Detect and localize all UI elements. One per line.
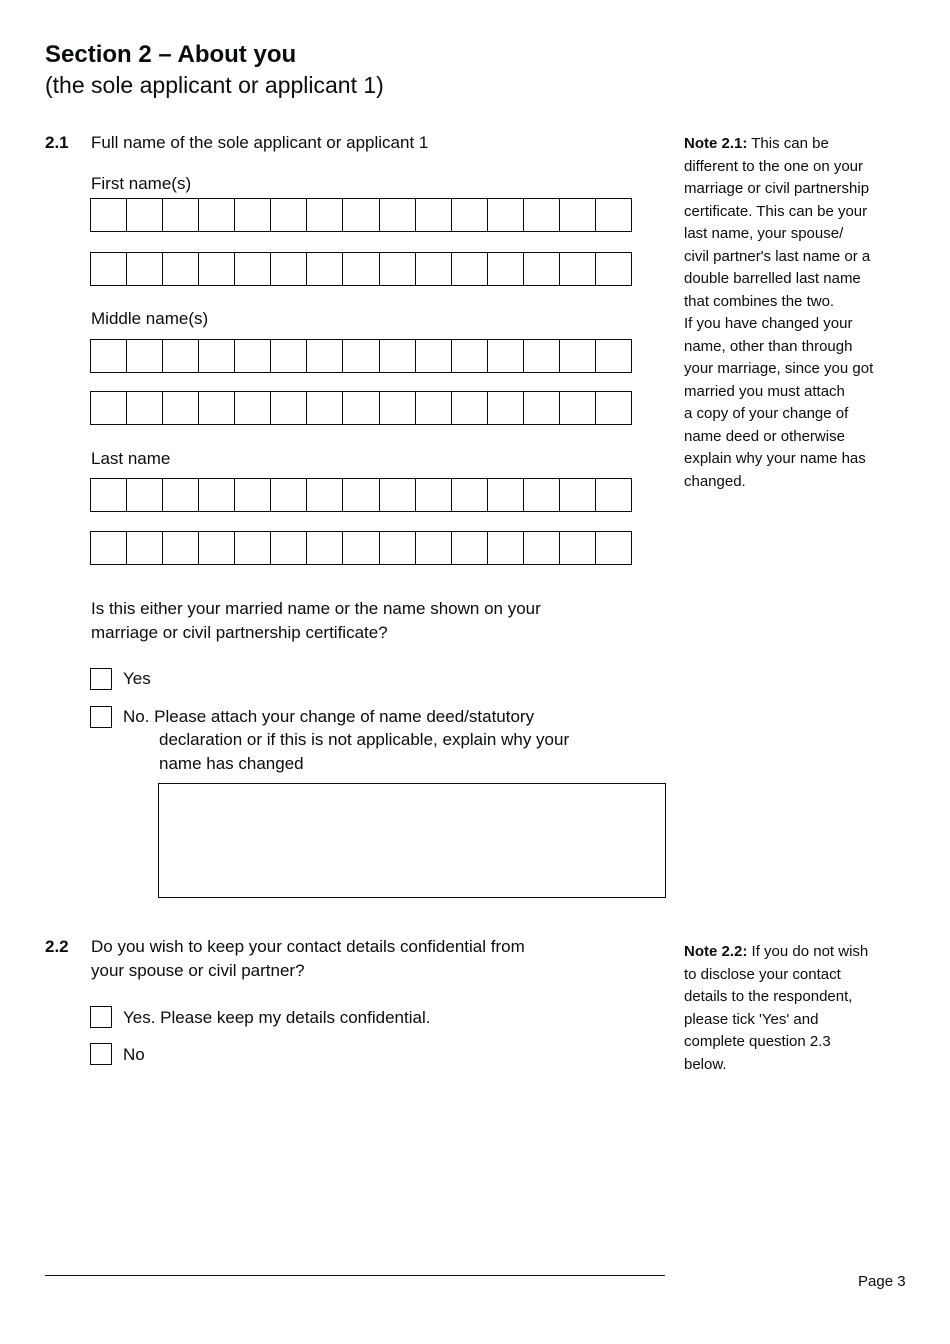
character-box[interactable] — [91, 532, 127, 564]
character-box[interactable] — [416, 199, 452, 231]
character-box[interactable] — [127, 199, 163, 231]
character-box[interactable] — [343, 199, 379, 231]
character-box[interactable] — [524, 479, 560, 511]
character-box[interactable] — [560, 199, 596, 231]
character-box[interactable] — [271, 253, 307, 285]
first-name-label: First name(s) — [91, 174, 192, 193]
character-box[interactable] — [524, 532, 560, 564]
character-box[interactable] — [235, 479, 271, 511]
character-box[interactable] — [127, 253, 163, 285]
note-2-1-line: name, other than through — [684, 337, 853, 355]
note-2-2-label: Note 2.2: — [684, 943, 748, 960]
last-name-boxes-row-2[interactable] — [90, 531, 632, 565]
confidential-yes-checkbox[interactable] — [90, 1006, 112, 1028]
married-name-yes-label: Yes — [123, 669, 151, 688]
character-box[interactable] — [416, 253, 452, 285]
character-box[interactable] — [524, 392, 560, 424]
note-2-1-line: If you have changed your — [684, 315, 853, 332]
note-2-2-line: to disclose your contact — [684, 965, 841, 983]
note-2-2-line: complete question 2.3 — [684, 1033, 831, 1050]
note-2-2-line: below. — [684, 1055, 727, 1073]
note-2-1-line: certificate. This can be your — [684, 202, 868, 220]
question-2-2-line-2: your spouse or civil partner? — [91, 961, 305, 980]
question-2-1-text: Full name of the sole applicant or applicant 1 — [91, 133, 429, 152]
character-box[interactable] — [452, 253, 488, 285]
question-2-2-line-1: Do you wish to keep your contact details confidential from — [91, 937, 525, 956]
character-box[interactable] — [596, 532, 631, 564]
character-box[interactable] — [380, 392, 416, 424]
married-name-no-label-line-1: No. Please attach your change of name deed/statutory — [123, 707, 535, 726]
character-box[interactable] — [560, 253, 596, 285]
character-box[interactable] — [380, 532, 416, 564]
character-box[interactable] — [199, 479, 235, 511]
character-box[interactable] — [127, 479, 163, 511]
middle-name-boxes-row-2[interactable] — [90, 391, 632, 425]
note-2-1-line: different to the one on your — [684, 157, 864, 175]
character-box[interactable] — [163, 479, 199, 511]
page-number: Page 3 — [858, 1273, 906, 1290]
character-box[interactable] — [271, 340, 307, 372]
note-2-1-line: civil partner's last name or a — [684, 247, 871, 265]
character-box[interactable] — [271, 199, 307, 231]
character-box[interactable] — [560, 392, 596, 424]
character-box[interactable] — [127, 532, 163, 564]
note-2-2-line: please tick 'Yes' and — [684, 1010, 819, 1028]
character-box[interactable] — [163, 532, 199, 564]
character-box[interactable] — [488, 532, 524, 564]
character-box[interactable] — [199, 392, 235, 424]
character-box[interactable] — [199, 532, 235, 564]
married-name-no-label-line-2: declaration or if this is not applicable, explain why your — [159, 730, 570, 749]
character-box[interactable] — [596, 340, 631, 372]
character-box[interactable] — [127, 392, 163, 424]
first-name-boxes-row-1[interactable] — [90, 198, 632, 232]
character-box[interactable] — [416, 532, 452, 564]
character-box[interactable] — [343, 253, 379, 285]
note-2-1-line: that combines the two. — [684, 292, 835, 310]
character-box[interactable] — [307, 532, 343, 564]
character-box[interactable] — [235, 532, 271, 564]
character-box[interactable] — [307, 340, 343, 372]
character-box[interactable] — [235, 199, 271, 231]
character-box[interactable] — [91, 253, 127, 285]
character-box[interactable] — [199, 253, 235, 285]
character-box[interactable] — [452, 199, 488, 231]
last-name-boxes-row-1[interactable] — [90, 478, 632, 512]
character-box[interactable] — [596, 253, 631, 285]
middle-name-label: Middle name(s) — [91, 309, 209, 328]
character-box[interactable] — [91, 479, 127, 511]
character-box[interactable] — [343, 392, 379, 424]
character-box[interactable] — [307, 479, 343, 511]
character-box[interactable] — [199, 199, 235, 231]
character-box[interactable] — [343, 479, 379, 511]
character-box[interactable] — [163, 340, 199, 372]
name-change-explanation-field[interactable] — [158, 783, 666, 898]
note-2-1-line: explain why your name has — [684, 450, 866, 467]
character-box[interactable] — [163, 253, 199, 285]
character-box[interactable] — [560, 340, 596, 372]
married-name-yes-checkbox[interactable] — [90, 668, 112, 690]
character-box[interactable] — [452, 532, 488, 564]
last-name-label: Last name — [91, 449, 171, 468]
character-box[interactable] — [596, 479, 631, 511]
section-title: Section 2 – About you — [45, 41, 297, 68]
married-name-no-label-line-3: name has changed — [159, 754, 304, 773]
note-2-1-line: This can be — [751, 135, 829, 152]
note-2-1-line: married you must attach — [684, 382, 845, 400]
married-name-question-line-2: marriage or civil partnership certificate? — [91, 623, 388, 642]
character-box[interactable] — [488, 479, 524, 511]
first-name-boxes-row-2[interactable] — [90, 252, 632, 286]
note-2-1-line: last name, your spouse/ — [684, 225, 844, 242]
question-number-2-2: 2.2 — [45, 937, 69, 956]
character-box[interactable] — [199, 340, 235, 372]
note-2-1-line: a copy of your change of — [684, 405, 849, 422]
middle-name-boxes-row-1[interactable] — [90, 339, 632, 373]
character-box[interactable] — [163, 392, 199, 424]
character-box[interactable] — [235, 340, 271, 372]
character-box[interactable] — [380, 479, 416, 511]
character-box[interactable] — [560, 532, 596, 564]
character-box[interactable] — [91, 199, 127, 231]
character-box[interactable] — [380, 340, 416, 372]
character-box[interactable] — [488, 253, 524, 285]
confidential-no-checkbox[interactable] — [90, 1043, 112, 1065]
footer-divider — [45, 1275, 665, 1276]
character-box[interactable] — [91, 392, 127, 424]
character-box[interactable] — [452, 340, 488, 372]
character-box[interactable] — [127, 340, 163, 372]
note-2-1-line: double barrelled last name — [684, 270, 861, 287]
character-box[interactable] — [560, 479, 596, 511]
married-name-question-line-1: Is this either your married name or the name shown on your — [91, 599, 541, 618]
character-box[interactable] — [596, 199, 631, 231]
character-box[interactable] — [271, 532, 307, 564]
note-2-2 — [684, 941, 906, 1076]
married-name-no-checkbox[interactable] — [90, 706, 112, 728]
character-box[interactable] — [452, 392, 488, 424]
character-box[interactable] — [488, 199, 524, 231]
character-box[interactable] — [452, 479, 488, 511]
note-2-2-line: If you do not wish — [751, 943, 869, 960]
character-box[interactable] — [271, 392, 307, 424]
character-box[interactable] — [91, 340, 127, 372]
character-box[interactable] — [416, 392, 452, 424]
character-box[interactable] — [307, 253, 343, 285]
character-box[interactable] — [524, 253, 560, 285]
character-box[interactable] — [343, 532, 379, 564]
character-box[interactable] — [380, 253, 416, 285]
character-box[interactable] — [524, 199, 560, 231]
character-box[interactable] — [235, 253, 271, 285]
character-box[interactable] — [307, 199, 343, 231]
character-box[interactable] — [163, 199, 199, 231]
question-number-2-1: 2.1 — [45, 133, 69, 152]
note-2-1-line: your marriage, since you got — [684, 360, 874, 377]
character-box[interactable] — [416, 340, 452, 372]
character-box[interactable] — [380, 199, 416, 231]
note-2-1-line: marriage or civil partnership — [684, 180, 870, 197]
character-box[interactable] — [596, 392, 631, 424]
character-box[interactable] — [235, 392, 271, 424]
confidential-yes-label: Yes. Please keep my details confidential. — [123, 1008, 431, 1027]
note-2-1-line: changed. — [684, 472, 746, 490]
character-box[interactable] — [307, 392, 343, 424]
character-box[interactable] — [488, 392, 524, 424]
note-2-1 — [684, 133, 906, 493]
character-box[interactable] — [488, 340, 524, 372]
section-subtitle: (the sole applicant or applicant 1) — [45, 72, 384, 98]
note-2-2-line: details to the respondent, — [684, 988, 853, 1005]
note-2-1-line: name deed or otherwise — [684, 427, 845, 445]
character-box[interactable] — [416, 479, 452, 511]
note-2-1-label: Note 2.1: — [684, 135, 748, 152]
character-box[interactable] — [524, 340, 560, 372]
character-box[interactable] — [271, 479, 307, 511]
confidential-no-label: No — [123, 1045, 145, 1064]
character-box[interactable] — [343, 340, 379, 372]
